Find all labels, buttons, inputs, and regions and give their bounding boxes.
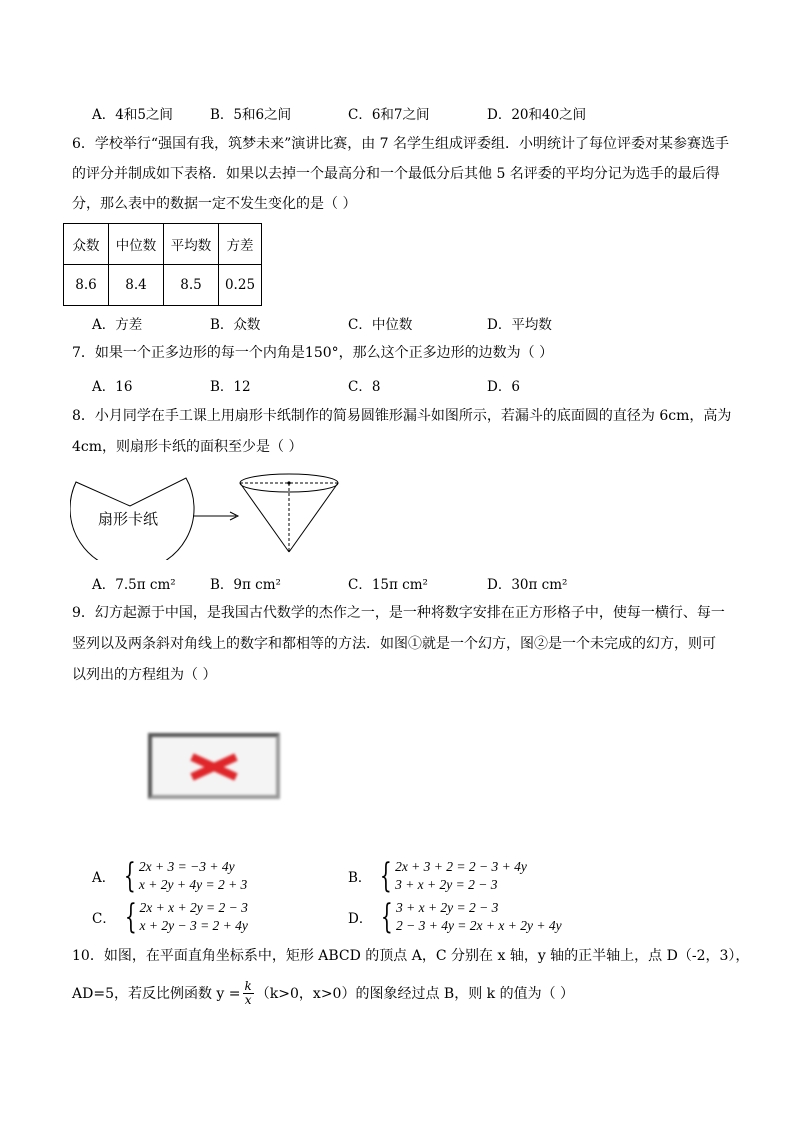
q6-stats-table — [63, 223, 262, 306]
q5-option-b: B．5和6之间 — [210, 107, 292, 123]
eq-2: x + 2y + 4y = 2 + 3 — [138, 877, 248, 892]
q6-option-c: C．中位数 — [348, 317, 413, 333]
eq-1: 2x + 3 = −3 + 4y — [138, 859, 235, 874]
value-variance: 0.25 — [219, 265, 262, 306]
q9-option-a: A． { 2x + 3 = −3 + 4y x + 2y + 4y = 2 + 3 — [92, 856, 248, 896]
header-variance: 方差 — [219, 224, 262, 265]
q5-option-d: D．20和40之间 — [487, 107, 587, 123]
q9-option-c: C． { 2x + x + 2y = 2 − 3 x + 2y − 3 = 2 + 4y — [92, 897, 248, 937]
brace-icon: { — [380, 856, 393, 896]
q9-option-b: B． { 2x + 3 + 2 = 2 − 3 + 4y 3 + x + 2y = 2 − 3 — [348, 856, 527, 896]
q6-option-a: A．方差 — [92, 317, 143, 333]
q9-option-d: D． { 3 + x + 2y = 2 − 3 2 − 3 + 4y = 2x + x + 2y + 4y — [348, 897, 562, 937]
q5-option-a: A．4和5之间 — [92, 107, 173, 123]
q8-figure-label: 扇形卡纸 — [98, 510, 159, 528]
broken-image-placeholder — [148, 733, 280, 799]
q7-option-b: B．12 — [210, 379, 251, 395]
brace-icon: { — [124, 897, 137, 937]
brace-icon: { — [381, 897, 394, 937]
q7-text: 7．如果一个正多边形的每一个内角是150°，那么这个正多边形的边数为（ ） — [72, 345, 554, 361]
fraction-k-over-x: $\frac{k}{x}$ — [244, 979, 252, 1007]
header-median: 中位数 — [109, 224, 164, 265]
header-mean: 平均数 — [164, 224, 219, 265]
eq-2: x + 2y − 3 = 2 + 4y — [139, 918, 248, 933]
broken-image-icon — [152, 737, 276, 795]
table-row — [64, 265, 262, 306]
brace-icon: { — [124, 856, 137, 896]
eq-1: 2x + x + 2y = 2 − 3 — [139, 900, 248, 915]
q7-option-d: D．6 — [487, 379, 520, 395]
value-mode: 8.6 — [64, 265, 109, 306]
q10-line-2: AD=5，若反比例函数 y = $\frac{k}{x}$ （k>0，x>0）的图象经过点 B，则 k 的值为（ ） — [72, 979, 575, 1007]
q6-line-2: 的评分并制成如下表格．如果以去掉一个最高分和一个最低分后其他 5 名评委的平均分记为选手的最后得 — [72, 166, 720, 182]
eq-2: 2 − 3 + 4y = 2x + x + 2y + 4y — [395, 918, 562, 933]
table-row — [64, 224, 262, 265]
q9-line-3: 以列出的方程组为（ ） — [72, 667, 217, 683]
q5-option-c: C．6和7之间 — [348, 107, 430, 123]
q8-option-d: D．30π cm² — [487, 577, 568, 593]
q8-line-2: 4cm，则扇形卡纸的面积至少是（ ） — [72, 439, 303, 455]
q6-option-b: B．众数 — [210, 317, 261, 333]
q6-line-3: 分，那么表中的数据一定不发生变化的是（ ） — [72, 196, 357, 212]
value-median: 8.4 — [109, 265, 164, 306]
q8-line-1: 8．小月同学在手工课上用扇形卡纸制作的简易圆锥形漏斗如图所示，若漏斗的底面圆的直径为 6cm，高为 — [72, 408, 732, 424]
q7-option-a: A．16 — [92, 379, 133, 395]
header-mode: 众数 — [64, 224, 109, 265]
q10-line-1: 10．如图，在平面直角坐标系中，矩形 ABCD 的顶点 A，C 分别在 x 轴，y 轴的正半轴上，点 D（-2，3）， — [72, 948, 750, 964]
q8-option-c: C．15π cm² — [348, 577, 428, 593]
eq-2: 3 + x + 2y = 2 − 3 — [395, 877, 498, 892]
q6-line-1: 6．学校举行“强国有我，筑梦未来”演讲比赛，由 7 名学生组成评委组．小明统计了每位评委对某参赛选手 — [72, 136, 730, 152]
eq-1: 2x + 3 + 2 = 2 − 3 + 4y — [395, 859, 527, 874]
value-mean: 8.5 — [164, 265, 219, 306]
q9-line-2: 竖列以及两条斜对角线上的数字和都相等的方法．如图①就是一个幻方，图②是一个未完成的幻方，则可 — [72, 636, 716, 652]
q8-option-a: A．7.5π cm² — [92, 577, 176, 593]
q6-option-d: D．平均数 — [487, 317, 552, 333]
q9-line-1: 9．幻方起源于中国，是我国古代数学的杰作之一，是一种将数字安排在正方形格子中，使每一横行、每一 — [72, 605, 725, 621]
q8-option-b: B．9π cm² — [210, 577, 281, 593]
eq-1: 3 + x + 2y = 2 − 3 — [395, 900, 499, 915]
q7-option-c: C．8 — [348, 379, 381, 395]
